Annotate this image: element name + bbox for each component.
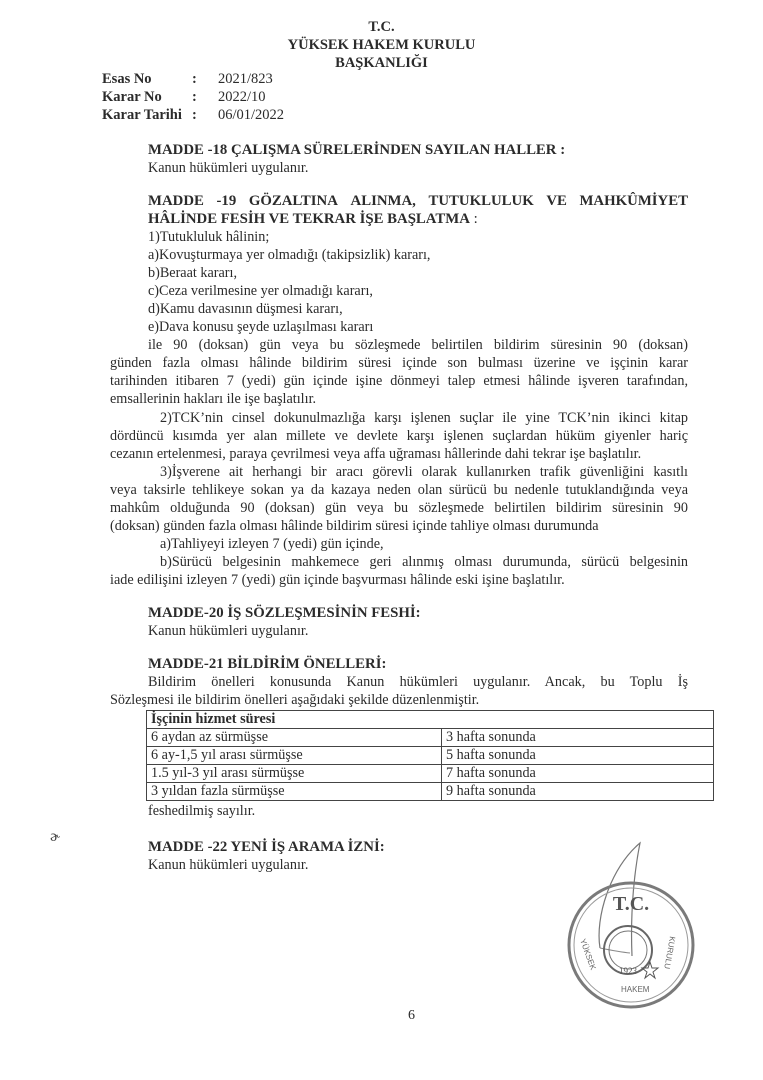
notice-cell: 3 hafta sonunda bbox=[442, 729, 714, 747]
notice-cell: 5 hafta sonunda bbox=[442, 747, 714, 765]
title-colon: : bbox=[469, 211, 478, 227]
word: VE bbox=[546, 193, 567, 209]
notice-cell: 9 hafta sonunda bbox=[442, 783, 714, 801]
page-number: 6 bbox=[408, 1008, 415, 1023]
header-presidency: BAŞKANLIĞI bbox=[335, 55, 428, 71]
madde-21-after: feshedilmiş sayılır. bbox=[148, 803, 256, 819]
meta-value: 06/01/2022 bbox=[218, 107, 285, 123]
meta-value: 2021/823 bbox=[218, 71, 273, 87]
paragraph-line: dördüncü kısımda yer alan millete ve devlete karşı işlenen suçlardan hüküm giyenler hariç bbox=[110, 428, 688, 444]
meta-value: 2022/10 bbox=[218, 89, 266, 105]
official-stamp-icon bbox=[566, 880, 696, 1010]
handwritten-mark-icon: ɚ bbox=[50, 828, 61, 845]
list-item: c)Ceza verilmesine yer olmadığı kararı, bbox=[148, 283, 373, 299]
paragraph-line: emsallerinin hakları ile işe başlatılır. bbox=[110, 391, 317, 407]
meta-karar-tarihi bbox=[102, 106, 284, 124]
svg-text:KURULU: KURULU bbox=[662, 935, 677, 970]
duration-cell: 6 aydan az sürmüşse bbox=[147, 729, 442, 747]
word: MADDE bbox=[148, 193, 204, 209]
svg-text:1923: 1923 bbox=[619, 966, 637, 976]
word: -19 bbox=[216, 193, 237, 209]
word: TUTUKLULUK bbox=[428, 193, 534, 209]
svg-text:T.C.: T.C. bbox=[612, 893, 650, 915]
meta-key: Karar No bbox=[102, 89, 162, 105]
meta-key: Karar Tarihi bbox=[102, 107, 182, 123]
duration-cell: 6 ay-1,5 yıl arası sürmüşse bbox=[147, 747, 442, 765]
madde-19-title-line2 bbox=[148, 210, 478, 228]
meta-colon: : bbox=[192, 107, 197, 123]
meta-esas-no bbox=[102, 70, 273, 88]
meta-key: Esas No bbox=[102, 71, 152, 87]
svg-text:HAKEM: HAKEM bbox=[621, 985, 650, 994]
table-header-row bbox=[147, 711, 714, 729]
title-text: HÂLİNDE FESİH VE TEKRAR İŞE BAŞLATMA bbox=[148, 211, 470, 227]
table-row bbox=[147, 747, 714, 765]
table-row bbox=[147, 783, 714, 801]
madde-18-title: MADDE -18 ÇALIŞMA SÜRELERİNDEN SAYILAN HALLER : bbox=[148, 142, 566, 158]
list-item: a)Kovuşturmaya yer olmadığı (takipsizlik) kararı, bbox=[148, 247, 431, 263]
list-item: e)Dava konusu şeyde uzlaşılması kararı bbox=[148, 319, 374, 335]
list-item: d)Kamu davasının düşmesi kararı, bbox=[148, 301, 343, 317]
paragraph-line: mahkûm olduğunda 90 (doksan) gün veya bu sözleşmede belirtilen bildirim süresinin 90 bbox=[110, 500, 688, 516]
paragraph-line: ile 90 (doksan) gün veya bu sözleşmede belirtilen bildirim süresinin 90 (doksan) bbox=[148, 337, 688, 353]
paragraph-line: b)Sürücü belgesinin mahkemece geri alınmış olması durumunda, sürücü belgesinin bbox=[160, 554, 688, 570]
duration-cell: 1.5 yıl-3 yıl arası sürmüşse bbox=[147, 765, 442, 783]
madde-19-title-line1 bbox=[148, 192, 688, 210]
paragraph-line: cezanın ertelenmesi, paraya çevrilmesi veya affa uğraması hâllerinde dahi tekrar işe başlatılır. bbox=[110, 446, 642, 462]
paragraph-line: a)Tahliyeyi izleyen 7 (yedi) gün içinde, bbox=[160, 536, 384, 552]
paragraph-line: veya taksirle tehlikeye sokan ya da kazaya neden olan sürücü bu nedenle tutuklandığında veya bbox=[110, 482, 688, 498]
word: ALINMA, bbox=[350, 193, 416, 209]
paragraph-line: Bildirim önelleri konusunda Kanun hükümleri uygulanır. Ancak, bu Toplu İş bbox=[148, 674, 688, 690]
paragraph-line: iade edilişini izleyen 7 (yedi) gün içinde başvurması hâlinde eski işine başlatılır. bbox=[110, 572, 565, 588]
word: GÖZALTINA bbox=[248, 193, 338, 209]
table-header-cell: İşçinin hizmet süresi bbox=[147, 711, 714, 729]
meta-karar-no bbox=[102, 88, 266, 106]
paragraph-line: 2)TCK’nin cinsel dokunulmazlığa karşı işlenen suçlar ile yine TCK’nin ikinci kitap bbox=[160, 410, 688, 426]
meta-colon: : bbox=[192, 71, 197, 87]
svg-text:YÜKSEK: YÜKSEK bbox=[578, 937, 598, 972]
duration-cell: 3 yıldan fazla sürmüşse bbox=[147, 783, 442, 801]
madde-21-title: MADDE-21 BİLDİRİM ÖNELLERİ: bbox=[148, 656, 387, 672]
notice-period-table bbox=[146, 710, 714, 801]
madde-22-title: MADDE -22 YENİ İŞ ARAMA İZNİ: bbox=[148, 839, 385, 855]
madde-20-title: MADDE-20 İŞ SÖZLEŞMESİNİN FESHİ: bbox=[148, 605, 421, 621]
word: MAHKÛMİYET bbox=[579, 193, 688, 209]
madde-22-body: Kanun hükümleri uygulanır. bbox=[148, 857, 309, 873]
table-row bbox=[147, 765, 714, 783]
header-tc: T.C. bbox=[368, 19, 395, 35]
paragraph-line: (doksan) günden fazla olması hâlinde bildirim süresi içinde tahliye olması durumunda bbox=[110, 518, 599, 534]
paragraph-line: tarihinden itibaren 7 (yedi) gün içinde işine dönmeyi talep etmesi hâlinde işveren tarafından, bbox=[110, 373, 688, 389]
table-row bbox=[147, 729, 714, 747]
madde-20-body: Kanun hükümleri uygulanır. bbox=[148, 623, 309, 639]
notice-cell: 7 hafta sonunda bbox=[442, 765, 714, 783]
meta-colon: : bbox=[192, 89, 197, 105]
paragraph-line: Sözleşmesi ile bildirim önelleri aşağıdaki şekilde düzenlenmiştir. bbox=[110, 692, 480, 708]
madde-18-body: Kanun hükümleri uygulanır. bbox=[148, 160, 309, 176]
paragraph-line: günden fazla olması hâlinde bildirim süresi içinde son bulması üzerine ve işçinin karar bbox=[110, 355, 688, 371]
list-item: b)Beraat kararı, bbox=[148, 265, 238, 281]
madde-19-list-intro: 1)Tutukluluk hâlinin; bbox=[148, 229, 270, 245]
header-institution: YÜKSEK HAKEM KURULU bbox=[287, 37, 476, 53]
paragraph-line: 3)İşverene ait herhangi bir aracı görevli olarak kullanırken trafik güvenliğini kasıtlı bbox=[160, 464, 688, 480]
